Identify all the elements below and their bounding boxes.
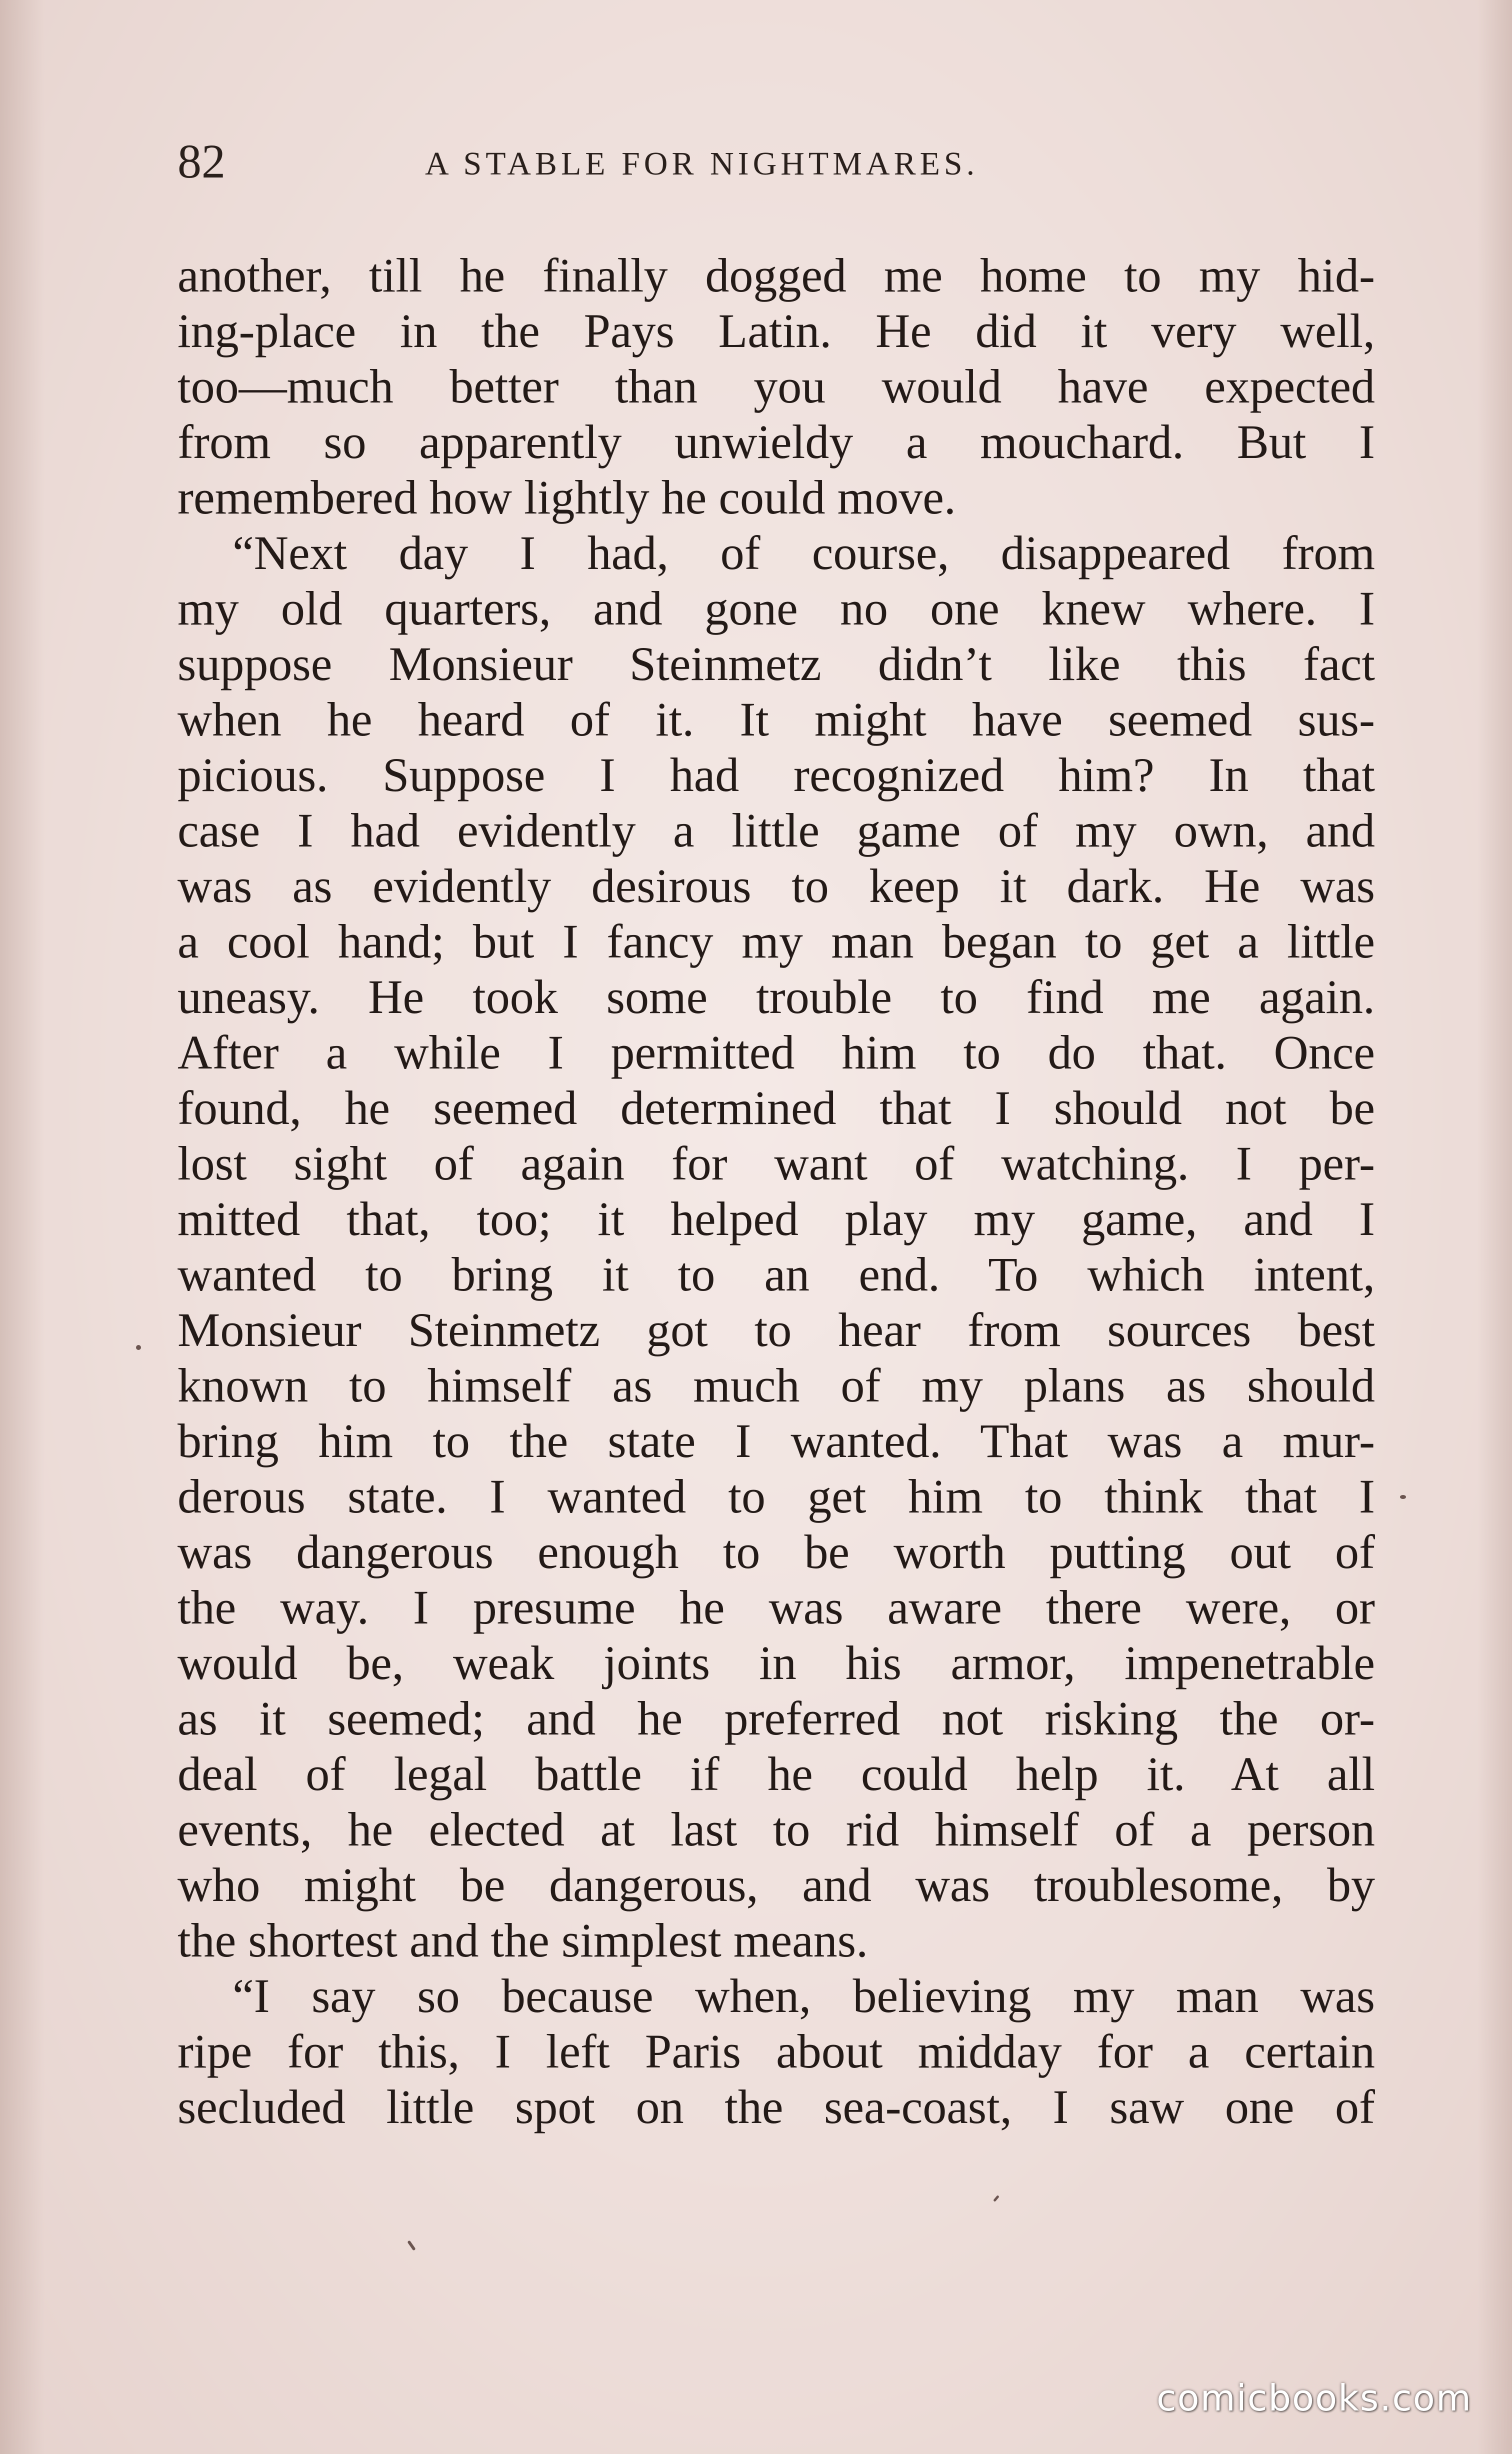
text-line: mitted that, too; it helped play my game, and I xyxy=(178,1192,1375,1246)
text-line: After a while I permitted him to do that. Once xyxy=(178,1026,1375,1079)
paper-speck xyxy=(993,2195,1000,2202)
text-line: was dangerous enough to be worth putting out of xyxy=(178,1525,1375,1578)
paper-speck xyxy=(136,1345,141,1350)
text-line: deal of legal battle if he could help it. At all xyxy=(178,1747,1375,1800)
text-line: secluded little spot on the sea-coast, I saw one of xyxy=(178,2080,1375,2134)
text-line: a cool hand; but I fancy my man began to get a little xyxy=(178,914,1375,968)
text-line: as it seemed; and he preferred not risking the or- xyxy=(178,1692,1375,1745)
text-line: the way. I presume he was aware there were, or xyxy=(178,1580,1375,1634)
text-line: known to himself as much of my plans as should xyxy=(178,1358,1375,1412)
running-header xyxy=(178,134,1378,189)
page-edge-shadow-right xyxy=(1477,0,1512,2454)
text-line: lost sight of again for want of watching. I per- xyxy=(178,1136,1375,1190)
text-line: uneasy. He took some trouble to find me again. xyxy=(178,970,1375,1024)
text-line: case I had evidently a little game of my own, and xyxy=(178,804,1375,857)
text-line: picious. Suppose I had recognized him? In that xyxy=(178,748,1375,802)
text-line: derous state. I wanted to get him to think that I xyxy=(178,1470,1375,1523)
page-number: 82 xyxy=(178,134,226,188)
text-line: my old quarters, and gone no one knew where. I xyxy=(178,582,1375,635)
text-line: found, he seemed determined that I should not be xyxy=(178,1081,1375,1134)
running-title: A STABLE FOR NIGHTMARES. xyxy=(425,146,979,182)
text-line: events, he elected at last to rid himself of a person xyxy=(178,1802,1375,1856)
text-line: ing-place in the Pays Latin. He did it very well, xyxy=(178,304,1375,358)
text-line: wanted to bring it to an end. To which intent, xyxy=(178,1248,1375,1301)
text-line: “I say so because when, believing my man was xyxy=(232,1969,1375,2022)
text-line: “Next day I had, of course, disappeared from xyxy=(232,526,1375,580)
text-line: from so apparently unwieldy a mouchard. But I xyxy=(178,415,1375,468)
paper-speck xyxy=(1400,1495,1406,1499)
text-line: too—much better than you would have expected xyxy=(178,360,1375,413)
watermark: comicbooks.com xyxy=(1156,2377,1472,2419)
text-line: remembered how lightly he could move. xyxy=(178,470,956,524)
text-line: when he heard of it. It might have seemed sus- xyxy=(178,692,1375,746)
text-line: was as evidently desirous to keep it dark. He was xyxy=(178,859,1375,912)
text-line: would be, weak joints in his armor, impenetrable xyxy=(178,1636,1375,1690)
text-line: bring him to the state I wanted. That was a mur- xyxy=(178,1414,1375,1468)
body-text xyxy=(178,248,1375,2134)
text-line: another, till he finally dogged me home to my hid- xyxy=(178,248,1375,302)
text-line: Monsieur Steinmetz got to hear from sources best xyxy=(178,1303,1375,1356)
text-line: the shortest and the simplest means. xyxy=(178,1914,868,1967)
text-line: who might be dangerous, and was troublesome, by xyxy=(178,1858,1375,1912)
paper-speck xyxy=(407,2240,416,2250)
page-edge-shadow-left xyxy=(0,0,45,2454)
text-line: ripe for this, I left Paris about midday for a certain xyxy=(178,2024,1375,2078)
text-line: suppose Monsieur Steinmetz didn’t like this fact xyxy=(178,637,1375,690)
